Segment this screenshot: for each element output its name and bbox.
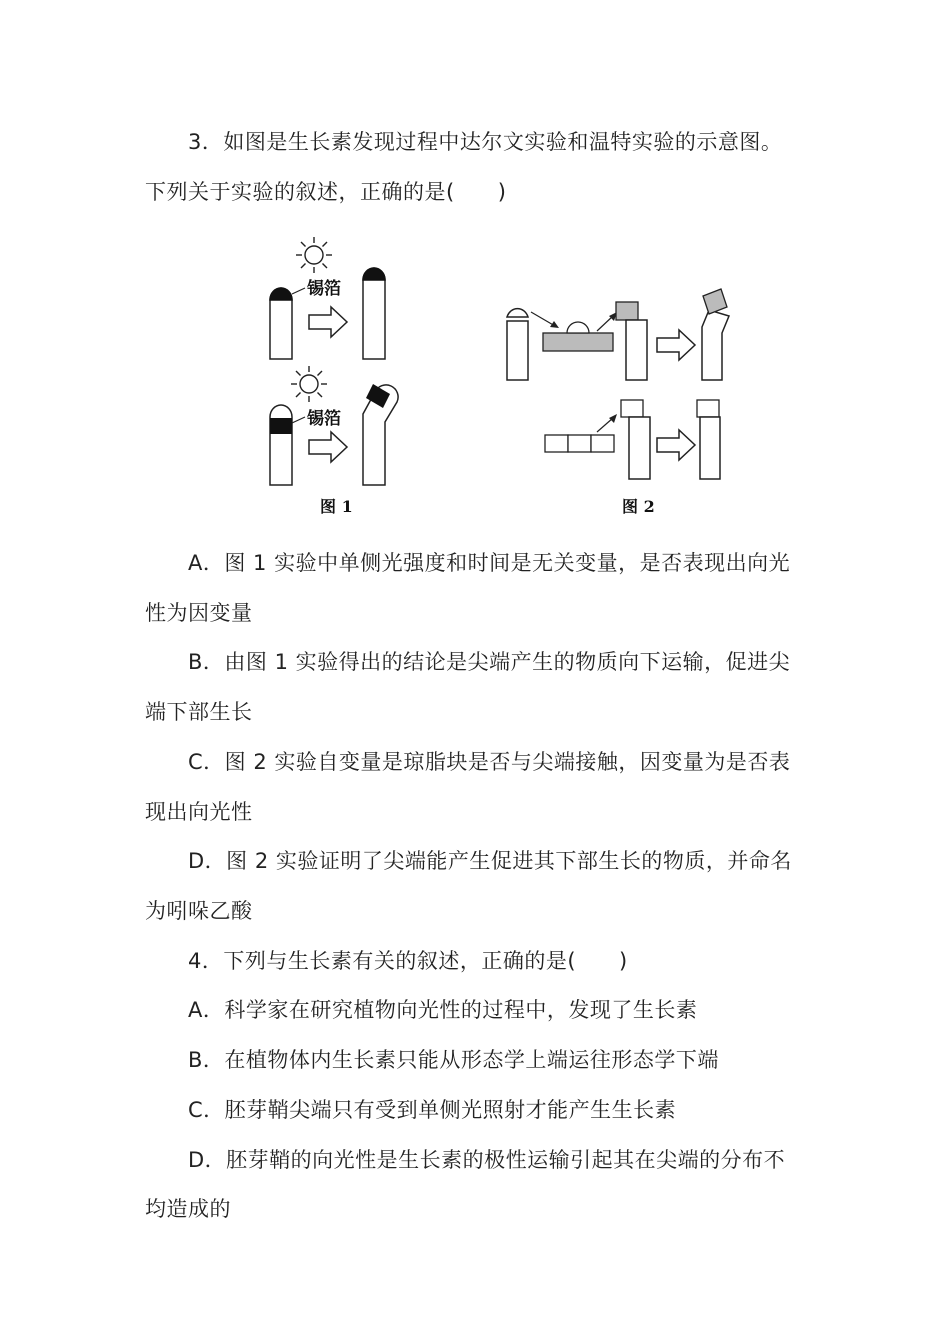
q3-option-b-line2: 端下部生长 <box>145 700 253 724</box>
coleoptile-foil-band <box>270 405 292 485</box>
figure-2-caption: 图 2 <box>622 497 655 516</box>
foil-label-bottom: 锡箔 <box>307 409 341 429</box>
q4-stem: 4．下列与生长素有关的叙述，正确的是( ) <box>188 949 628 973</box>
q3-option-c-line2: 现出向光性 <box>145 800 253 824</box>
q3-option-b-line1: B．由图 1 实验得出的结论是尖端产生的物质向下运输，促进尖 <box>188 650 791 674</box>
q4-option-c: C．胚芽鞘尖端只有受到单侧光照射才能产生生长素 <box>188 1098 677 1122</box>
plain-agar-blocks <box>545 435 614 452</box>
treated-agar-stem <box>616 302 647 380</box>
bent-stem-result <box>702 289 729 380</box>
control-agar-stem <box>621 400 650 479</box>
cut-tip <box>507 309 528 380</box>
q4-option-d-line2: 均造成的 <box>145 1197 231 1221</box>
sun-icon-top <box>296 237 332 273</box>
q4-option-b: B．在植物体内生长素只能从形态学上端运往形态学下端 <box>188 1048 719 1072</box>
q3-option-c-line1: C．图 2 实验自变量是琼脂块是否与尖端接触，因变量为是否表 <box>188 750 791 774</box>
sun-icon-bottom <box>291 366 327 402</box>
experiment-figure <box>255 232 755 522</box>
figure-2 <box>507 289 729 516</box>
q4-option-a: A．科学家在研究植物向光性的过程中，发现了生长素 <box>188 998 698 1022</box>
foil-label-top: 锡箔 <box>307 279 341 299</box>
q3-option-d-line1: D．图 2 实验证明了尖端能产生促进其下部生长的物质，并命名 <box>188 849 792 873</box>
q3-option-a-line1: A．图 1 实验中单侧光强度和时间是无关变量，是否表现出向光 <box>188 551 791 575</box>
q3-option-a-line2: 性为因变量 <box>145 601 253 625</box>
figure-1-caption: 图 1 <box>320 497 353 516</box>
q3-stem-line1: 3．如图是生长素发现过程中达尔文实验和温特实验的示意图。 <box>188 130 783 154</box>
q3-option-d-line2: 为吲哚乙酸 <box>145 899 253 923</box>
straight-stem-result <box>697 400 720 479</box>
q3-stem-line2: 下列关于实验的叙述，正确的是( ) <box>145 180 507 204</box>
q4-option-d-line1: D．胚芽鞘的向光性是生长素的极性运输引起其在尖端的分布不 <box>188 1148 786 1172</box>
coleoptile-foil-tip <box>270 288 292 359</box>
coleoptile-straight-growth <box>363 268 385 359</box>
figure-1 <box>270 237 398 516</box>
coleoptile-bent-growth <box>363 384 398 485</box>
